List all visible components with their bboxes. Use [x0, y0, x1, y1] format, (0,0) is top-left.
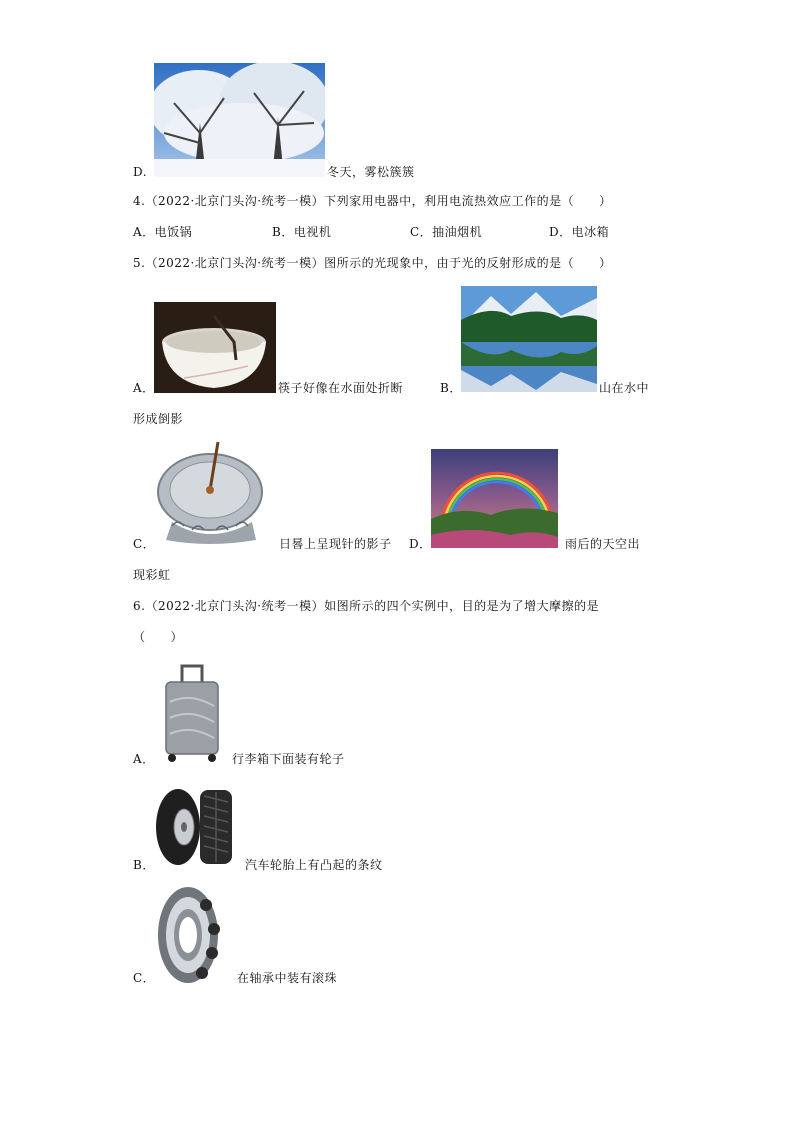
ball-bearing-image — [154, 883, 228, 987]
q5-d-caption-1: 雨后的天空出 — [565, 537, 641, 551]
q5-a-caption: 筷子好像在水面处折断 — [278, 381, 404, 395]
q4-option-c: C．抽油烟机 — [410, 225, 483, 239]
q6-stem: 6.（2022·北京门头沟·统考一模）如图所示的四个实例中，目的是为了增大摩擦的是 — [133, 599, 600, 613]
q5-b-letter: B． — [440, 381, 462, 395]
q6-a-letter: A． — [133, 752, 155, 766]
q4-option-b: B．电视机 — [272, 225, 332, 239]
q6-c-letter: C． — [133, 971, 156, 985]
q5-c-letter: C． — [133, 537, 156, 551]
q5-b-caption-2: 形成倒影 — [133, 412, 184, 426]
snow-trees-image — [154, 63, 325, 177]
q6-stem-paren: （ ） — [133, 630, 184, 644]
q5-d-caption-2: 现彩虹 — [133, 568, 171, 582]
q3-option-d-letter: D. — [133, 165, 148, 179]
suitcase-image — [160, 662, 222, 764]
q3-option-d-caption: 冬天，雾松簇簇 — [327, 165, 415, 179]
q5-c-caption: 日晷上呈现针的影子 — [279, 537, 392, 551]
q5-stem: 5.（2022·北京门头沟·统考一模）图所示的光现象中，由于光的反射形成的是（ ） — [133, 256, 612, 270]
q4-stem: 4.（2022·北京门头沟·统考一模）下列家用电器中，利用电流热效应工作的是（ ） — [133, 194, 612, 208]
q5-d-letter: D． — [409, 537, 432, 551]
q5-b-caption-1: 山在水中 — [599, 381, 650, 395]
chopsticks-bowl-image — [154, 302, 276, 393]
rainbow-image — [431, 449, 558, 548]
q4-option-d: D．电冰箱 — [549, 225, 610, 239]
tires-image — [154, 786, 236, 868]
q6-b-letter: B． — [133, 858, 155, 872]
sundial-image — [152, 436, 272, 548]
q6-c-caption: 在轴承中装有滚珠 — [237, 971, 338, 985]
q5-a-letter: A． — [133, 381, 155, 395]
mountain-reflection-image — [461, 286, 597, 392]
q6-a-caption: 行李箱下面装有轮子 — [232, 752, 345, 766]
q6-b-caption: 汽车轮胎上有凸起的条纹 — [245, 858, 383, 872]
q4-option-a: A．电饭锅 — [133, 225, 193, 239]
